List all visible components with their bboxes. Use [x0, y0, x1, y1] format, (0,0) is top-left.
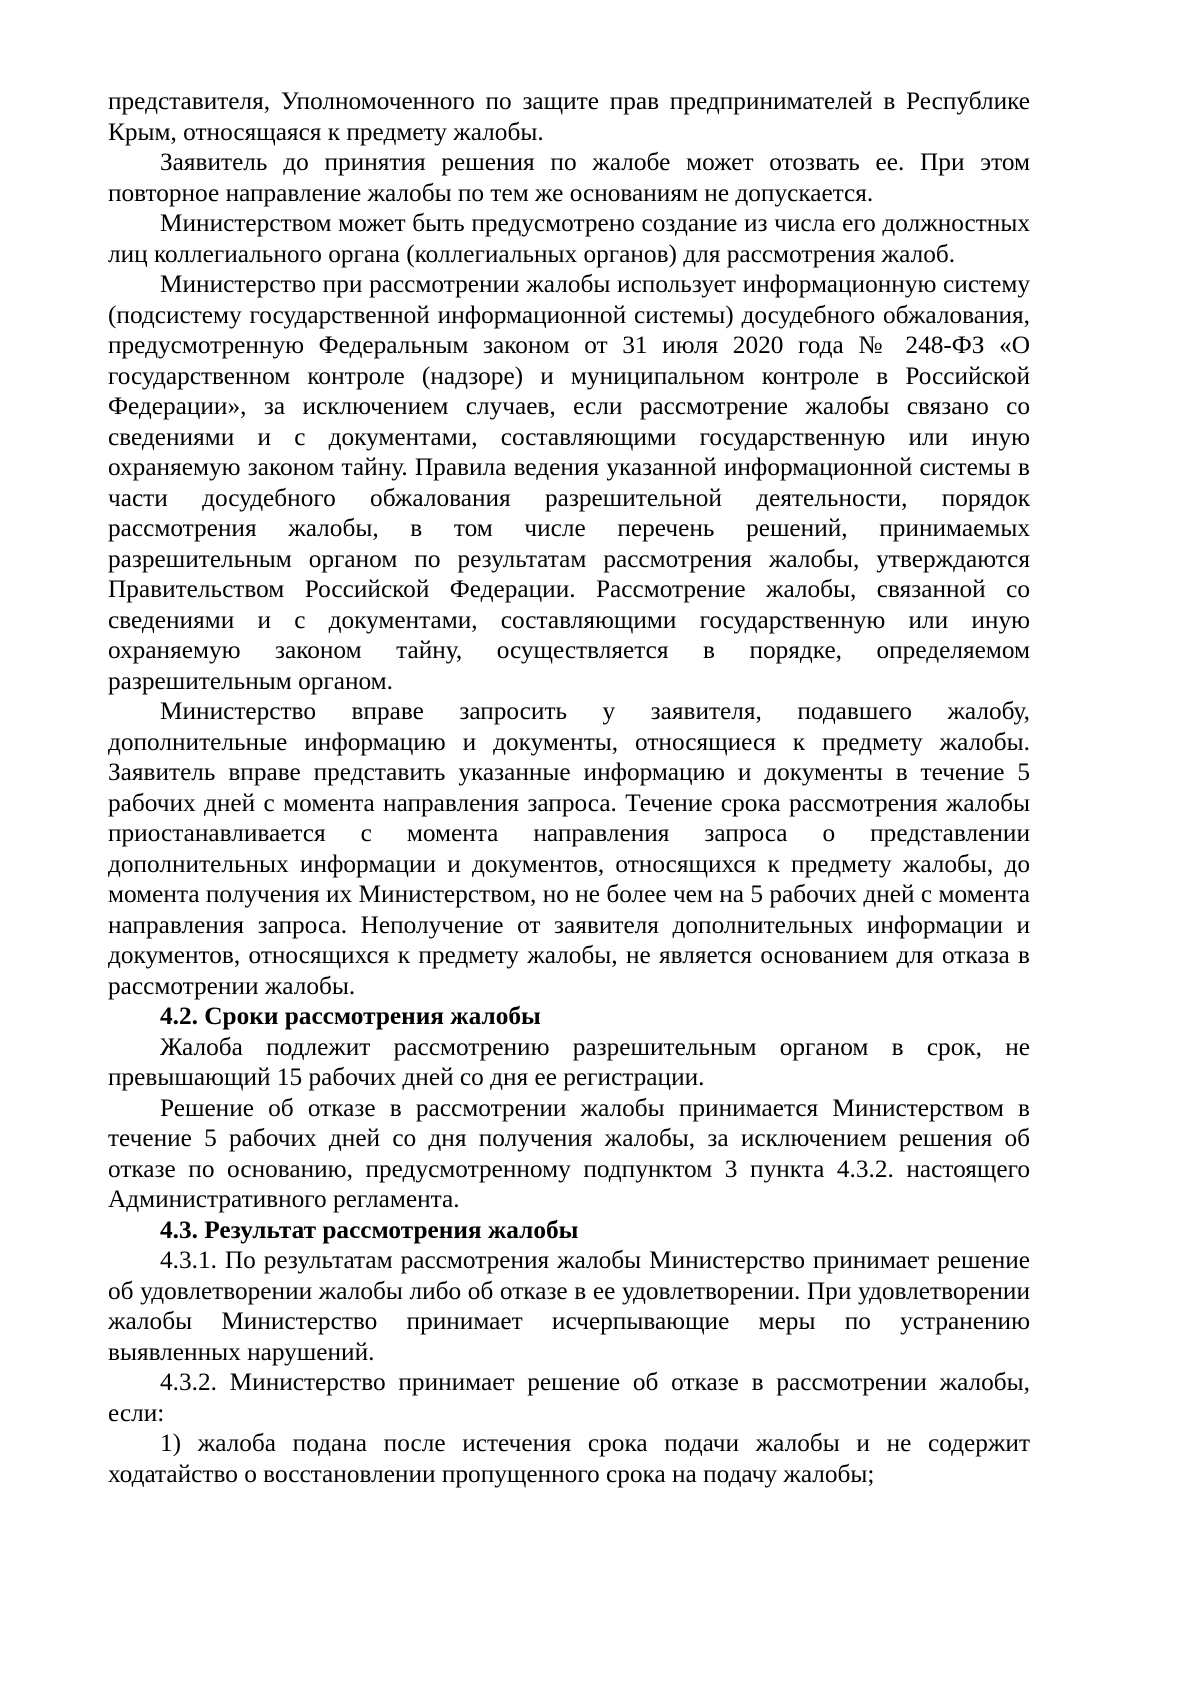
paragraph-withdrawal: Заявитель до принятия решения по жалобе может отозвать ее. При этом повторное направление жалобы по тем же основаниям не допускается.: [108, 148, 1030, 207]
paragraph-item-1: 1) жалоба подана после истечения срока подачи жалобы и не содержит ходатайство о восстановлении пропущенного срока на подачу жалобы;: [108, 1429, 1030, 1488]
paragraph-collegial-body: Министерством может быть предусмотрено создание из числа его должностных лиц коллегиального органа (коллегиальных органов) для рассмотрения жалоб.: [108, 209, 1030, 268]
paragraph-review-term: Жалоба подлежит рассмотрению разрешительным органом в срок, не превышающий 15 рабочих дней со дня ее регистрации.: [108, 1032, 1030, 1091]
section-heading-4-2: 4.2. Сроки рассмотрения жалобы: [160, 1002, 541, 1030]
document-page: [108, 86, 1030, 1489]
paragraph-request-documents: Министерство вправе запросить у заявителя, подавшего жалобу, дополнительные информацию и документы, относящиеся к предмету жалобы. Заявитель вправе представить указанные информацию и документы в течение 5 рабочих дней с момента направления запроса. Течение срока рассмотрения жалобы приостанавливается с момента направления запроса о представлении дополнительных информации и документов, относящихся к предмету жалобы, до момента получения их Министерством, но не более чем на 5 рабочих дней с момента направления запроса. Неполучение от заявителя дополнительных информации и документов, относящихся к предмету жалобы, не является основанием для отказа в рассмотрении жалобы.: [108, 697, 1030, 1000]
paragraph-information-system: Министерство при рассмотрении жалобы использует информационную систему (подсистему государственной информационной системы) досудебного обжалования, предусмотренную Федеральным законом от 31 июля 2020 года № 248-ФЗ «О государственном контроле (надзоре) и муниципальном контроле в Российской Федерации», за исключением случаев, если рассмотрение жалобы связано со сведениями и с документами, составляющими государственную или иную охраняемую законом тайну. Правила ведения указанной информационной системы в части досудебного обжалования разрешительной деятельности, порядок рассмотрения жалобы, в том числе перечень решений, принимаемых разрешительным органом по результатам рассмотрения жалобы, утверждаются Правительством Российской Федерации. Рассмотрение жалобы, связанной со сведениями и с документами, составляющими государственную или иную охраняемую законом тайну, осуществляется в порядке, определяемом разрешительным органом.: [108, 270, 1030, 695]
section-heading-4-3: 4.3. Результат рассмотрения жалобы: [160, 1215, 579, 1244]
paragraph-4-3-1: 4.3.1. По результатам рассмотрения жалобы Министерство принимает решение об удовлетворении жалобы либо об отказе в ее удовлетворении. При удовлетворении жалобы Министерство принимает исчерпывающие меры по устранению выявленных нарушений.: [108, 1246, 1030, 1366]
paragraph-refusal-term: Решение об отказе в рассмотрении жалобы принимается Министерством в течение 5 рабочих дней со дня получения жалобы, за исключением решения об отказе по основанию, предусмотренному подпунктом 3 пункта 4.3.2. настоящего Административного регламента.: [108, 1093, 1030, 1213]
paragraph-4-3-2: 4.3.2. Министерство принимает решение об отказе в рассмотрении жалобы, если:: [108, 1368, 1030, 1427]
paragraph-continuation: представителя, Уполномоченного по защите прав предпринимателей в Республике Крым, относящаяся к предмету жалобы.: [108, 87, 1030, 146]
